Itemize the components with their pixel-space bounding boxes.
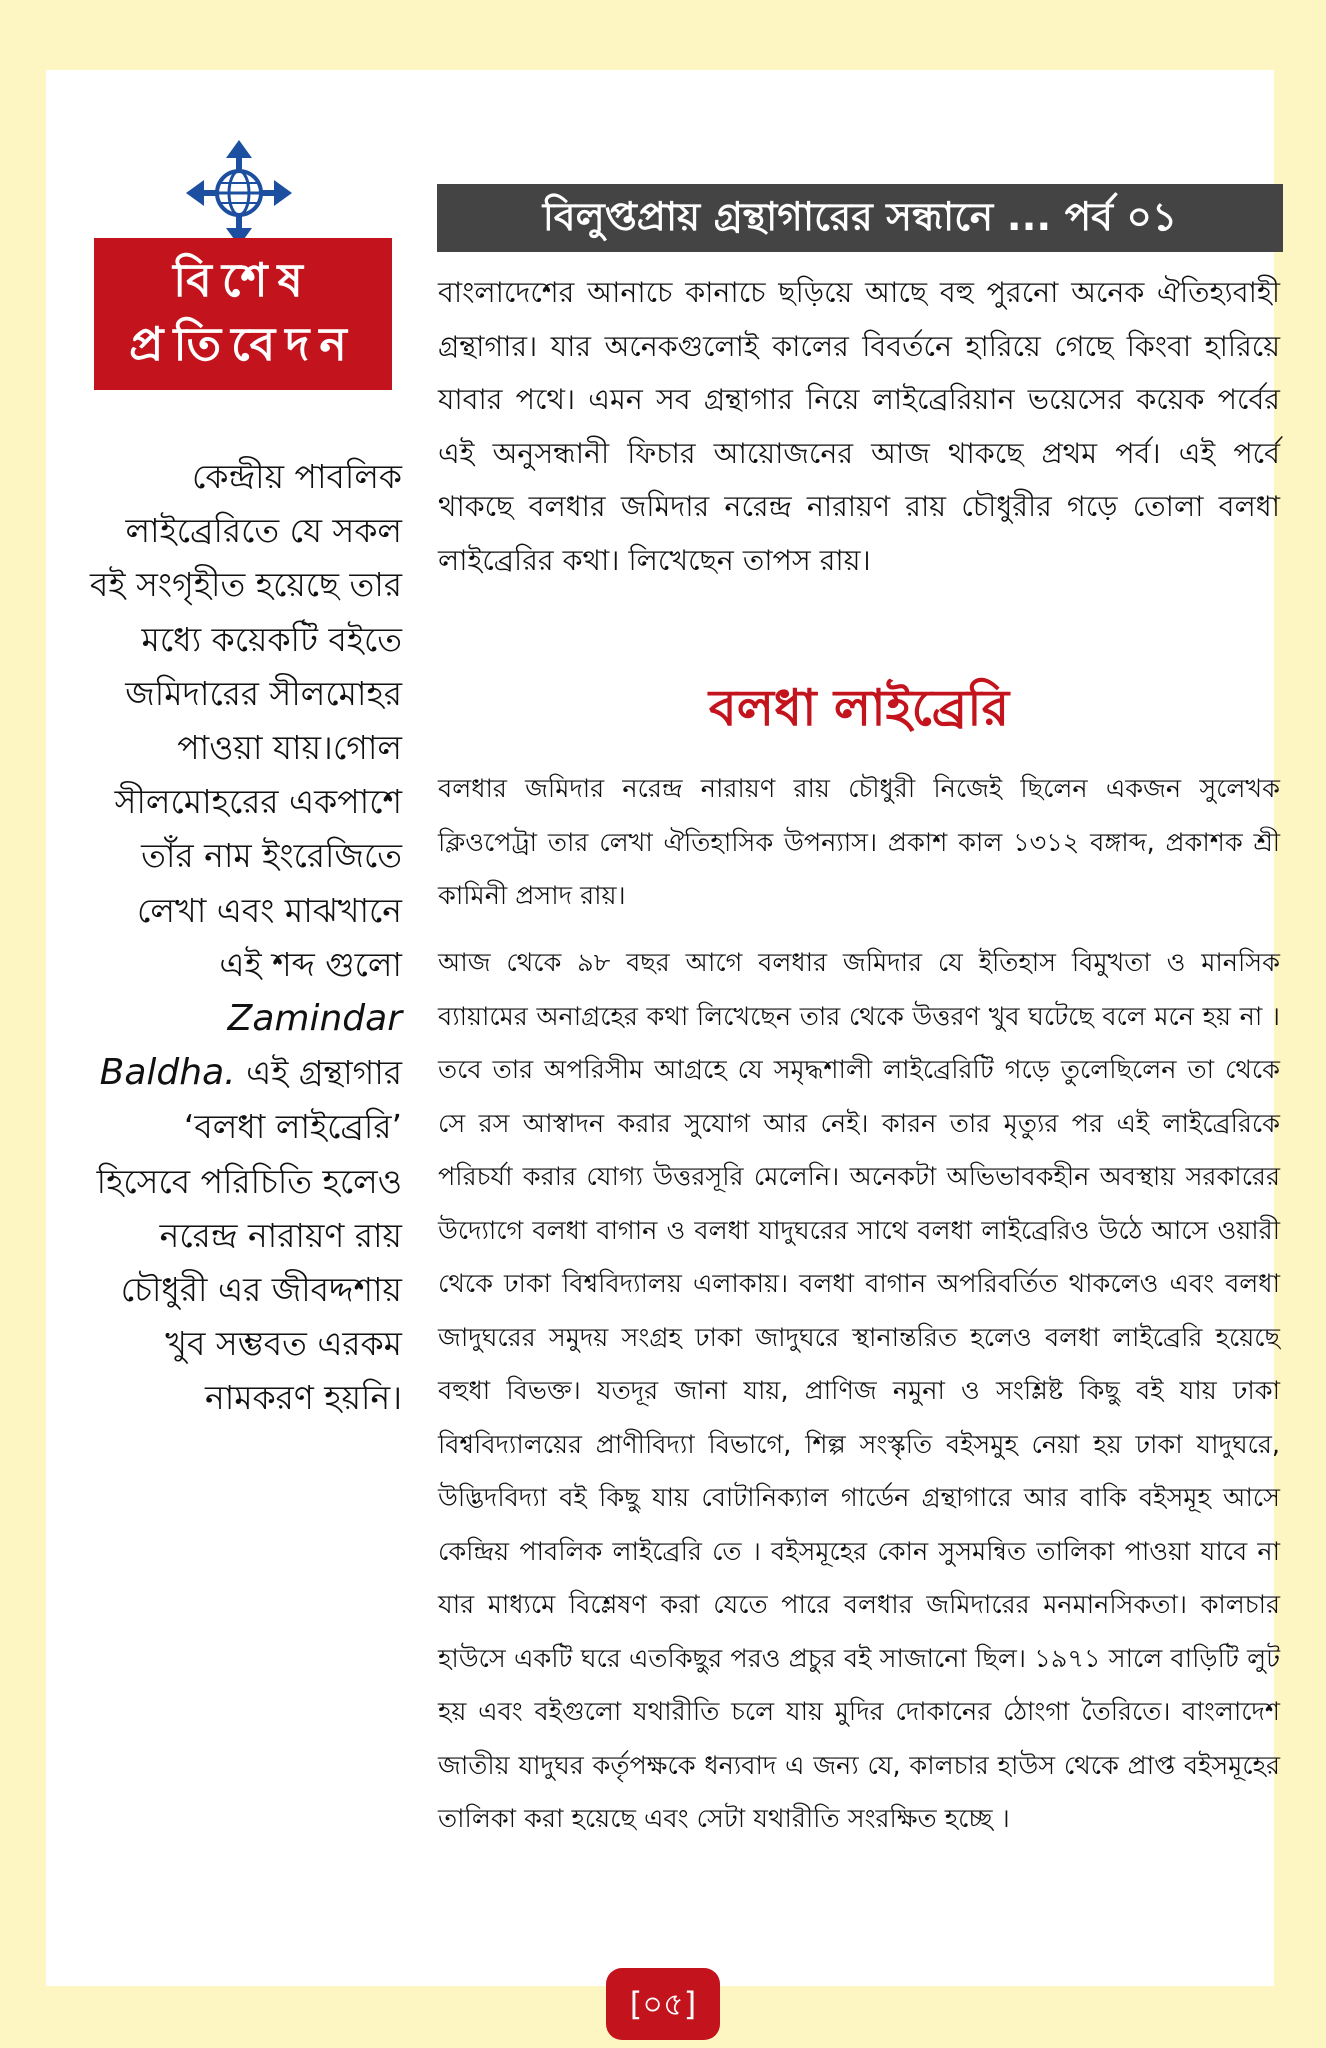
intro-paragraph: বাংলাদেশের আনাচে কানাচে ছড়িয়ে আছে বহু পুরনো অনেক ঐতিহ্যবাহী গ্রন্থাগার। যার অনেকগুলোই কালের বিবর্তনে হারিয়ে গেছে কিংবা হারিয়ে যাবার পথে। এমন সব গ্রন্থাগার নিয়ে লাইব্রেরিয়ান ভয়েসের কয়েক পর্বের এই অনুসন্ধানী ফিচার আয়োজনের আজ থাকছে প্রথম পর্ব। এই পর্বে থাকছে বলধার জমিদার নরেন্দ্র নারায়ণ রায় চৌধুরীর গড়ে তোলা বলধা লাইব্রেরির কথা। লিখেছেন তাপস রায়। <box>438 276 1280 577</box>
body-paragraph-1: বলধার জমিদার নরেন্দ্র নারায়ণ রায় চৌধুরী নিজেই ছিলেন একজন সুলেখক ক্লিওপেট্রা তার লেখা ঐতিহাসিক উপন্যাস। প্রকাশ কাল ১৩১২ বঙ্গাব্দ, প্রকাশক শ্রী কামিনী প্রসাদ রায়। <box>438 774 1280 911</box>
section-heading: বলধা লাইব্রেরি <box>708 679 1010 737</box>
sidebar-text-before: কেন্দ্রীয় পাবলিক লাইব্রেরিতে যে সকল বই সংগৃহীত হয়েছে তার মধ্যে কয়েকটি বইতে জমিদারের সীলমোহর পাওয়া যায়।গোল সীলমোহরের একপাশে তাঁর নাম ইংরেজিতে লেখা এবং মাঝখানে এই শব্দ গুলো <box>90 457 402 984</box>
body-paragraph-2: আজ থেকে ৯৮ বছর আগে বলধার জমিদার যে ইতিহাস বিমুখতা ও মানসিক ব্যায়ামের অনাগ্রহের কথা লিখেছেন তার থেকে উত্তরণ খুব ঘটেছে বলে মনে হয় না । তবে তার অপরিসীম আগ্রহে যে সমৃদ্ধশালী লাইব্রেরিটি গড়ে তুলেছিলেন তা থেকে সে রস আস্বাদন করার সুযোগ আর নেই। কারন তার মৃত্যুর পর এই লাইব্রেরিকে পরিচর্যা করার যোগ্য উত্তরসূরি মেলেনি। অনেকটা অভিভাবকহীন অবস্থায় সরকারের উদ্যোগে বলধা বাগান ও বলধা যাদুঘরের সাথে বলধা লাইব্রেরিও উঠে আসে ওয়ারী থেকে ঢাকা বিশ্ববিদ্যালয় এলাকায়। বলধা বাগান অপরিবর্তিত থাকলেও এবং বলধা জাদুঘরের সমুদয় সংগ্রহ ঢাকা জাদুঘরে স্থানান্তরিত হলেও বলধা লাইব্রেরি হয়েছে বহুধা বিভক্ত। যতদূর জানা যায়, প্রাণিজ নমুনা ও সংশ্লিষ্ট কিছু বই যায় ঢাকা বিশ্ববিদ্যালয়ের প্রাণীবিদ্যা বিভাগে, শিল্প সংস্কৃতি বইসমুহ নেয়া হয় ঢাকা যাদুঘরে, উদ্ভিদবিদ্যা বই কিছু যায় বোটানিক্যাল গার্ডেন গ্রন্থাগারে আর বাকি বইসমূহ আসে কেন্দ্রিয় পাবলিক লাইব্রেরি তে । বইসমূহের কোন সুসমন্বিত তালিকা পাওয়া যাবে না যার মাধ্যমে বিশ্লেষণ করা যেতে পারে বলধার জমিদারের মনমানসিকতা। কালচার হাউসে একটি ঘরে এতকিছুর পরও প্রচুর বই সাজানো ছিল। ১৯৭১ সালে বাড়িটি লুট হয় এবং বইগুলো যথারীতি চলে যায় মুদির দোকানের ঠোংগা তৈরিতে। বাংলাদেশ জাতীয় যাদুঘর কর্তৃপক্ষকে ধন্যবাদ এ জন্য যে, কালচার হাউস থেকে প্রাপ্ত বইসমূহের তালিকা করা হয়েছে এবং সেটা যথারীতি সংরক্ষিত হচ্ছে । <box>438 948 1280 1834</box>
section-badge <box>94 238 392 390</box>
badge-line-2: প্রতিবেদন <box>129 317 357 371</box>
page-sheet <box>46 70 1280 1986</box>
article-title: বিলুপ্তপ্রায় গ্রন্থাগারের সন্ধানে ... পর্ব ০১ <box>437 184 1283 252</box>
sidebar-latin-text: Zamindar Baldha. <box>99 998 402 1094</box>
badge-line-1: বিশেষ <box>173 253 313 307</box>
sidebar-text-after: এই গ্রন্থাগার ‘বলধা লাইব্রেরি’ হিসেবে পরিচিতি হলেও নরেন্দ্র নারায়ণ রায় চৌধুরী এর জীবদ্দশায় খুব সম্ভবত এরকম নামকরণ হয়নি। <box>96 1053 402 1418</box>
sidebar-note <box>86 450 402 1426</box>
page-number: [০৫] <box>606 1968 720 2040</box>
globe-with-arrows-icon <box>184 138 294 248</box>
